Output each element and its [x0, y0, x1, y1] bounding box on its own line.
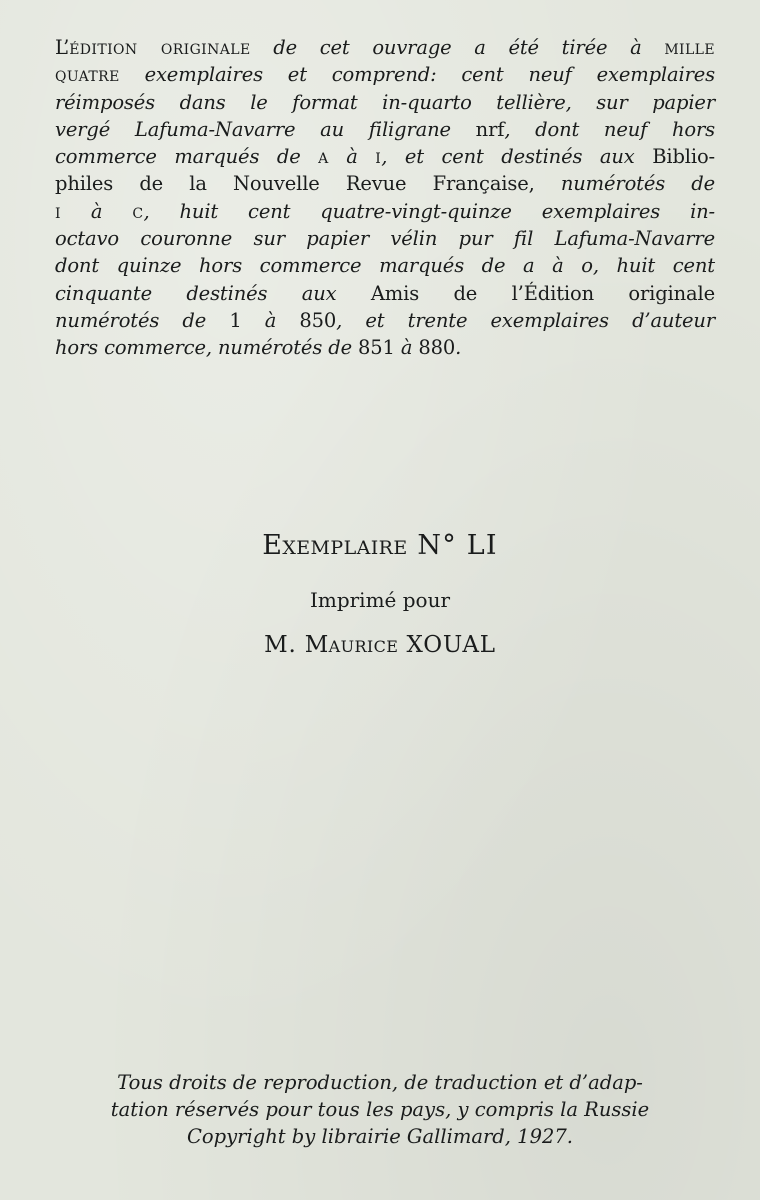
text-run: à: [394, 336, 419, 360]
justification-line: [55, 280, 715, 307]
justification-line: [55, 225, 715, 252]
copyright-notice: [60, 1069, 700, 1150]
text-run: hors commerce, numérotés de: [55, 336, 359, 360]
text-run: c: [132, 199, 144, 223]
text-run: de cet ouvrage a été tirée à: [250, 36, 665, 59]
text-run: à: [328, 145, 376, 169]
text-run: , dont neuf hors: [504, 117, 715, 141]
justification-line: [55, 170, 715, 197]
justification-line: [55, 34, 715, 61]
text-run: Biblio-: [652, 145, 715, 169]
text-run: quatre: [55, 63, 120, 87]
justification-line: [55, 116, 715, 143]
text-run: i: [375, 145, 382, 169]
text-run: i: [55, 199, 61, 223]
copy-label: Exemplaire: [262, 530, 408, 561]
text-run: numérotés de: [560, 172, 715, 196]
justification-line: [55, 143, 715, 170]
justification-line: [55, 89, 715, 116]
text-run: mille: [664, 36, 715, 59]
text-run: vergé Lafuma-Navarre au filigrane: [55, 117, 476, 141]
text-run: dont quinze hors commerce marqués de a à o, huit cent: [55, 254, 715, 278]
text-run: réimposés dans le format in-quarto tellière, sur papier: [55, 90, 715, 114]
text-run: octavo couronne sur papier vélin pur fil Lafuma-Navarre: [55, 227, 715, 251]
text-run: L’: [55, 36, 70, 59]
copy-number: N° LI: [417, 530, 498, 561]
text-run: cinquante destinés aux: [55, 281, 371, 305]
text-run: à: [241, 308, 300, 332]
text-run: Amis de l’Édition originale: [370, 281, 716, 305]
text-run: 1: [229, 308, 242, 332]
text-run: , et trente exemplaires d’auteur: [336, 308, 715, 332]
text-run: à: [60, 199, 133, 223]
text-run: philes de la Nouvelle Revue Française,: [55, 172, 561, 196]
copyright-line: tation réservés pour tous les pays, y compris la Russie: [110, 1098, 650, 1121]
justification-line: [55, 334, 715, 361]
copyright-line: Copyright by librairie Gallimard, 1927.: [187, 1125, 573, 1148]
text-run: , huit cent quatre-vingt-quinze exemplaires in-: [143, 199, 715, 223]
justification-line: [55, 198, 715, 225]
printed-for-label: Imprimé pour: [309, 588, 451, 612]
text-run: exemplaires et comprend: cent neuf exemplaires: [119, 63, 715, 87]
text-run: édition originale: [69, 36, 251, 59]
text-run: 851: [358, 336, 395, 360]
recipient-first-name: Maurice: [304, 632, 399, 658]
copyright-line: Tous droits de reproduction, de traduction et d’adap-: [117, 1071, 643, 1094]
copy-number-line: [0, 530, 760, 561]
text-run: a: [318, 145, 329, 169]
justification-paragraph: [55, 34, 715, 362]
text-run: numérotés de: [55, 308, 230, 332]
text-run: nrf: [475, 117, 505, 141]
text-run: 880: [418, 336, 456, 360]
justification-line: [55, 307, 715, 334]
recipient-title: M.: [264, 632, 297, 658]
text-run: 850: [299, 308, 337, 332]
text-run: , et cent destinés aux: [381, 145, 653, 169]
recipient-last-name: XOUAL: [406, 632, 496, 658]
text-run: commerce marqués de: [55, 145, 319, 169]
text-run: .: [455, 336, 462, 360]
recipient-name: [0, 632, 760, 658]
justification-line: [55, 252, 715, 279]
justification-line: [55, 61, 715, 88]
